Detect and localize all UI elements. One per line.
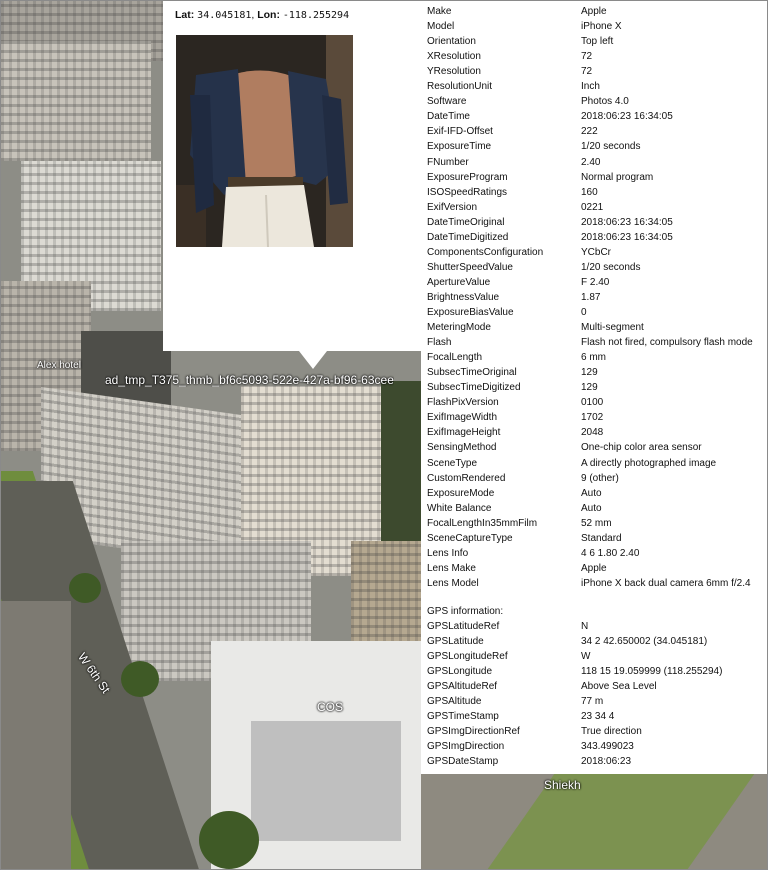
field-name: ISOSpeedRatings (427, 186, 508, 198)
tree (121, 661, 159, 697)
field-name: ExposureTime (427, 141, 492, 153)
field-value: 2048 (581, 427, 604, 439)
field-value: 222 (581, 126, 598, 138)
field-value: 1/20 seconds (581, 261, 641, 273)
field-value: 2018:06:23 16:34:05 (581, 231, 673, 243)
building (381, 381, 421, 541)
field-name: ExposureProgram (427, 171, 508, 183)
field-value: F 2.40 (581, 276, 610, 288)
field-value: 1702 (581, 412, 604, 424)
lon-label: Lon: (257, 9, 280, 21)
field-name: SubsecTimeDigitized (427, 382, 521, 394)
field-value: 118 15 19.059999 (118.255294) (581, 666, 723, 678)
field-value: Normal program (581, 171, 654, 183)
field-name: XResolution (427, 51, 481, 63)
field-name: YResolution (427, 66, 481, 78)
field-name: GPSLongitude (427, 666, 493, 678)
field-name: Lens Info (427, 547, 469, 559)
map-label-hotel[interactable]: Alex hotel (37, 360, 81, 371)
field-name: DateTimeOriginal (427, 216, 505, 228)
field-name: DateTime (427, 111, 470, 123)
field-value: iPhone X (581, 21, 622, 33)
field-value: Above Sea Level (581, 681, 657, 693)
field-name: Flash (427, 337, 452, 349)
field-value: Auto (581, 487, 602, 499)
field-value: True direction (581, 726, 642, 738)
tree (69, 573, 101, 603)
field-value: 160 (581, 186, 598, 198)
field-name: FNumber (427, 156, 469, 168)
building (1, 601, 71, 869)
lat-label: Lat: (175, 9, 195, 21)
field-value: W (581, 651, 591, 663)
field-name: FocalLengthIn35mmFilm (427, 517, 538, 529)
field-value: Photos 4.0 (581, 96, 629, 108)
field-value: N (581, 621, 589, 632)
field-name: SensingMethod (427, 442, 497, 454)
field-value: Standard (581, 532, 622, 544)
field-value: 0100 (581, 397, 604, 409)
coordinates-readout: Lat: 34.045181, Lon: -118.255294 (175, 9, 350, 21)
field-name: GPSLatitude (427, 636, 484, 648)
photo-popup (163, 1, 421, 351)
field-value: 1.87 (581, 291, 601, 303)
field-name: ExifVersion (427, 201, 478, 213)
photo-file-label[interactable]: ad_tmp_T375_thmb_bf6c5093-522e-427a-bf96-63cee (105, 373, 394, 387)
field-name: GPSDateStamp (427, 756, 499, 768)
field-value: Top left (581, 36, 614, 48)
field-name: Orientation (427, 36, 476, 48)
field-value: 129 (581, 367, 598, 379)
field-name: MeteringMode (427, 322, 491, 334)
field-value: A directly photographed image (581, 457, 717, 469)
field-value: 9 (other) (581, 472, 619, 484)
field-name: Exif-IFD-Offset (427, 126, 493, 138)
field-value: 2018:06:23 16:34:05 (581, 111, 673, 123)
field-name: ShutterSpeedValue (427, 261, 513, 273)
field-value: iPhone X back dual camera 6mm f/2.4 (581, 577, 751, 589)
field-value: 23 34 4 (581, 711, 615, 723)
field-name: FocalLength (427, 352, 483, 364)
gps-section-title: GPS information: (427, 606, 504, 617)
field-value: Inch (581, 81, 600, 93)
field-value: 343.499023 (581, 741, 634, 753)
field-name: Lens Make (427, 562, 476, 574)
photo-thumbnail[interactable] (176, 35, 353, 247)
field-name: Lens Model (427, 577, 479, 589)
field-value: Apple (581, 562, 607, 574)
field-value: Auto (581, 502, 602, 514)
field-value: 2018:06:23 (581, 756, 632, 768)
field-value: Flash not fired, compulsory flash mode (581, 337, 753, 349)
field-name: Software (427, 96, 467, 108)
field-name: ExifImageWidth (427, 412, 498, 424)
field-name: SceneCaptureType (427, 532, 513, 544)
field-name: FlashPixVersion (427, 397, 499, 409)
field-name: GPSImgDirection (427, 741, 505, 753)
field-value: 34 2 42.650002 (34.045181) (581, 636, 708, 648)
field-name: DateTimeDigitized (427, 231, 509, 243)
field-value: One-chip color area sensor (581, 442, 702, 454)
field-value: 129 (581, 382, 598, 394)
field-name: GPSLongitudeRef (427, 651, 508, 663)
field-name: GPSImgDirectionRef (427, 726, 520, 738)
photo-illustration (176, 35, 353, 247)
field-value: 72 (581, 51, 593, 63)
building-roof (251, 721, 401, 841)
field-name: White Balance (427, 502, 492, 514)
field-name: GPSAltitude (427, 696, 482, 708)
exif-panel (421, 1, 767, 774)
field-value: 77 m (581, 696, 604, 708)
field-value: 1/20 seconds (581, 141, 641, 153)
field-name: CustomRendered (427, 472, 506, 484)
field-name: ExposureMode (427, 487, 495, 499)
field-name: Make (427, 6, 452, 17)
building (1, 41, 151, 161)
field-value: 0221 (581, 201, 604, 213)
popup-pointer (299, 351, 327, 369)
field-value: 4 6 1.80 2.40 (581, 547, 640, 559)
field-name: GPSAltitudeRef (427, 681, 498, 693)
field-value: 52 mm (581, 517, 612, 529)
field-name: GPSLatitudeRef (427, 621, 500, 632)
field-value: 72 (581, 66, 593, 78)
field-name: SubsecTimeOriginal (427, 367, 517, 379)
map-label-cos[interactable]: COS (317, 700, 344, 714)
field-name: BrightnessValue (427, 291, 500, 303)
field-value: 6 mm (581, 352, 606, 364)
tree (199, 811, 259, 869)
field-value: 2.40 (581, 156, 601, 168)
field-name: ExposureBiasValue (427, 307, 514, 318)
field-name: ComponentsConfiguration (427, 246, 544, 258)
field-value: 0 (581, 307, 587, 318)
field-name: ResolutionUnit (427, 81, 493, 93)
map-label-shiekh[interactable]: Shiekh (544, 778, 581, 792)
field-name: ExifImageHeight (427, 427, 501, 439)
field-name: SceneType (427, 457, 478, 469)
field-name: GPSTimeStamp (427, 711, 499, 723)
field-name: ApertureValue (427, 276, 491, 288)
field-value: Apple (581, 6, 607, 17)
field-value: Multi-segment (581, 322, 644, 334)
field-value: 2018:06:23 16:34:05 (581, 216, 673, 228)
map-label-street: W 6th St (75, 650, 113, 696)
lat-value: 34.045181 (197, 10, 252, 21)
lon-value: -118.255294 (282, 10, 350, 21)
field-name: Model (427, 21, 455, 33)
field-value: YCbCr (581, 246, 612, 258)
